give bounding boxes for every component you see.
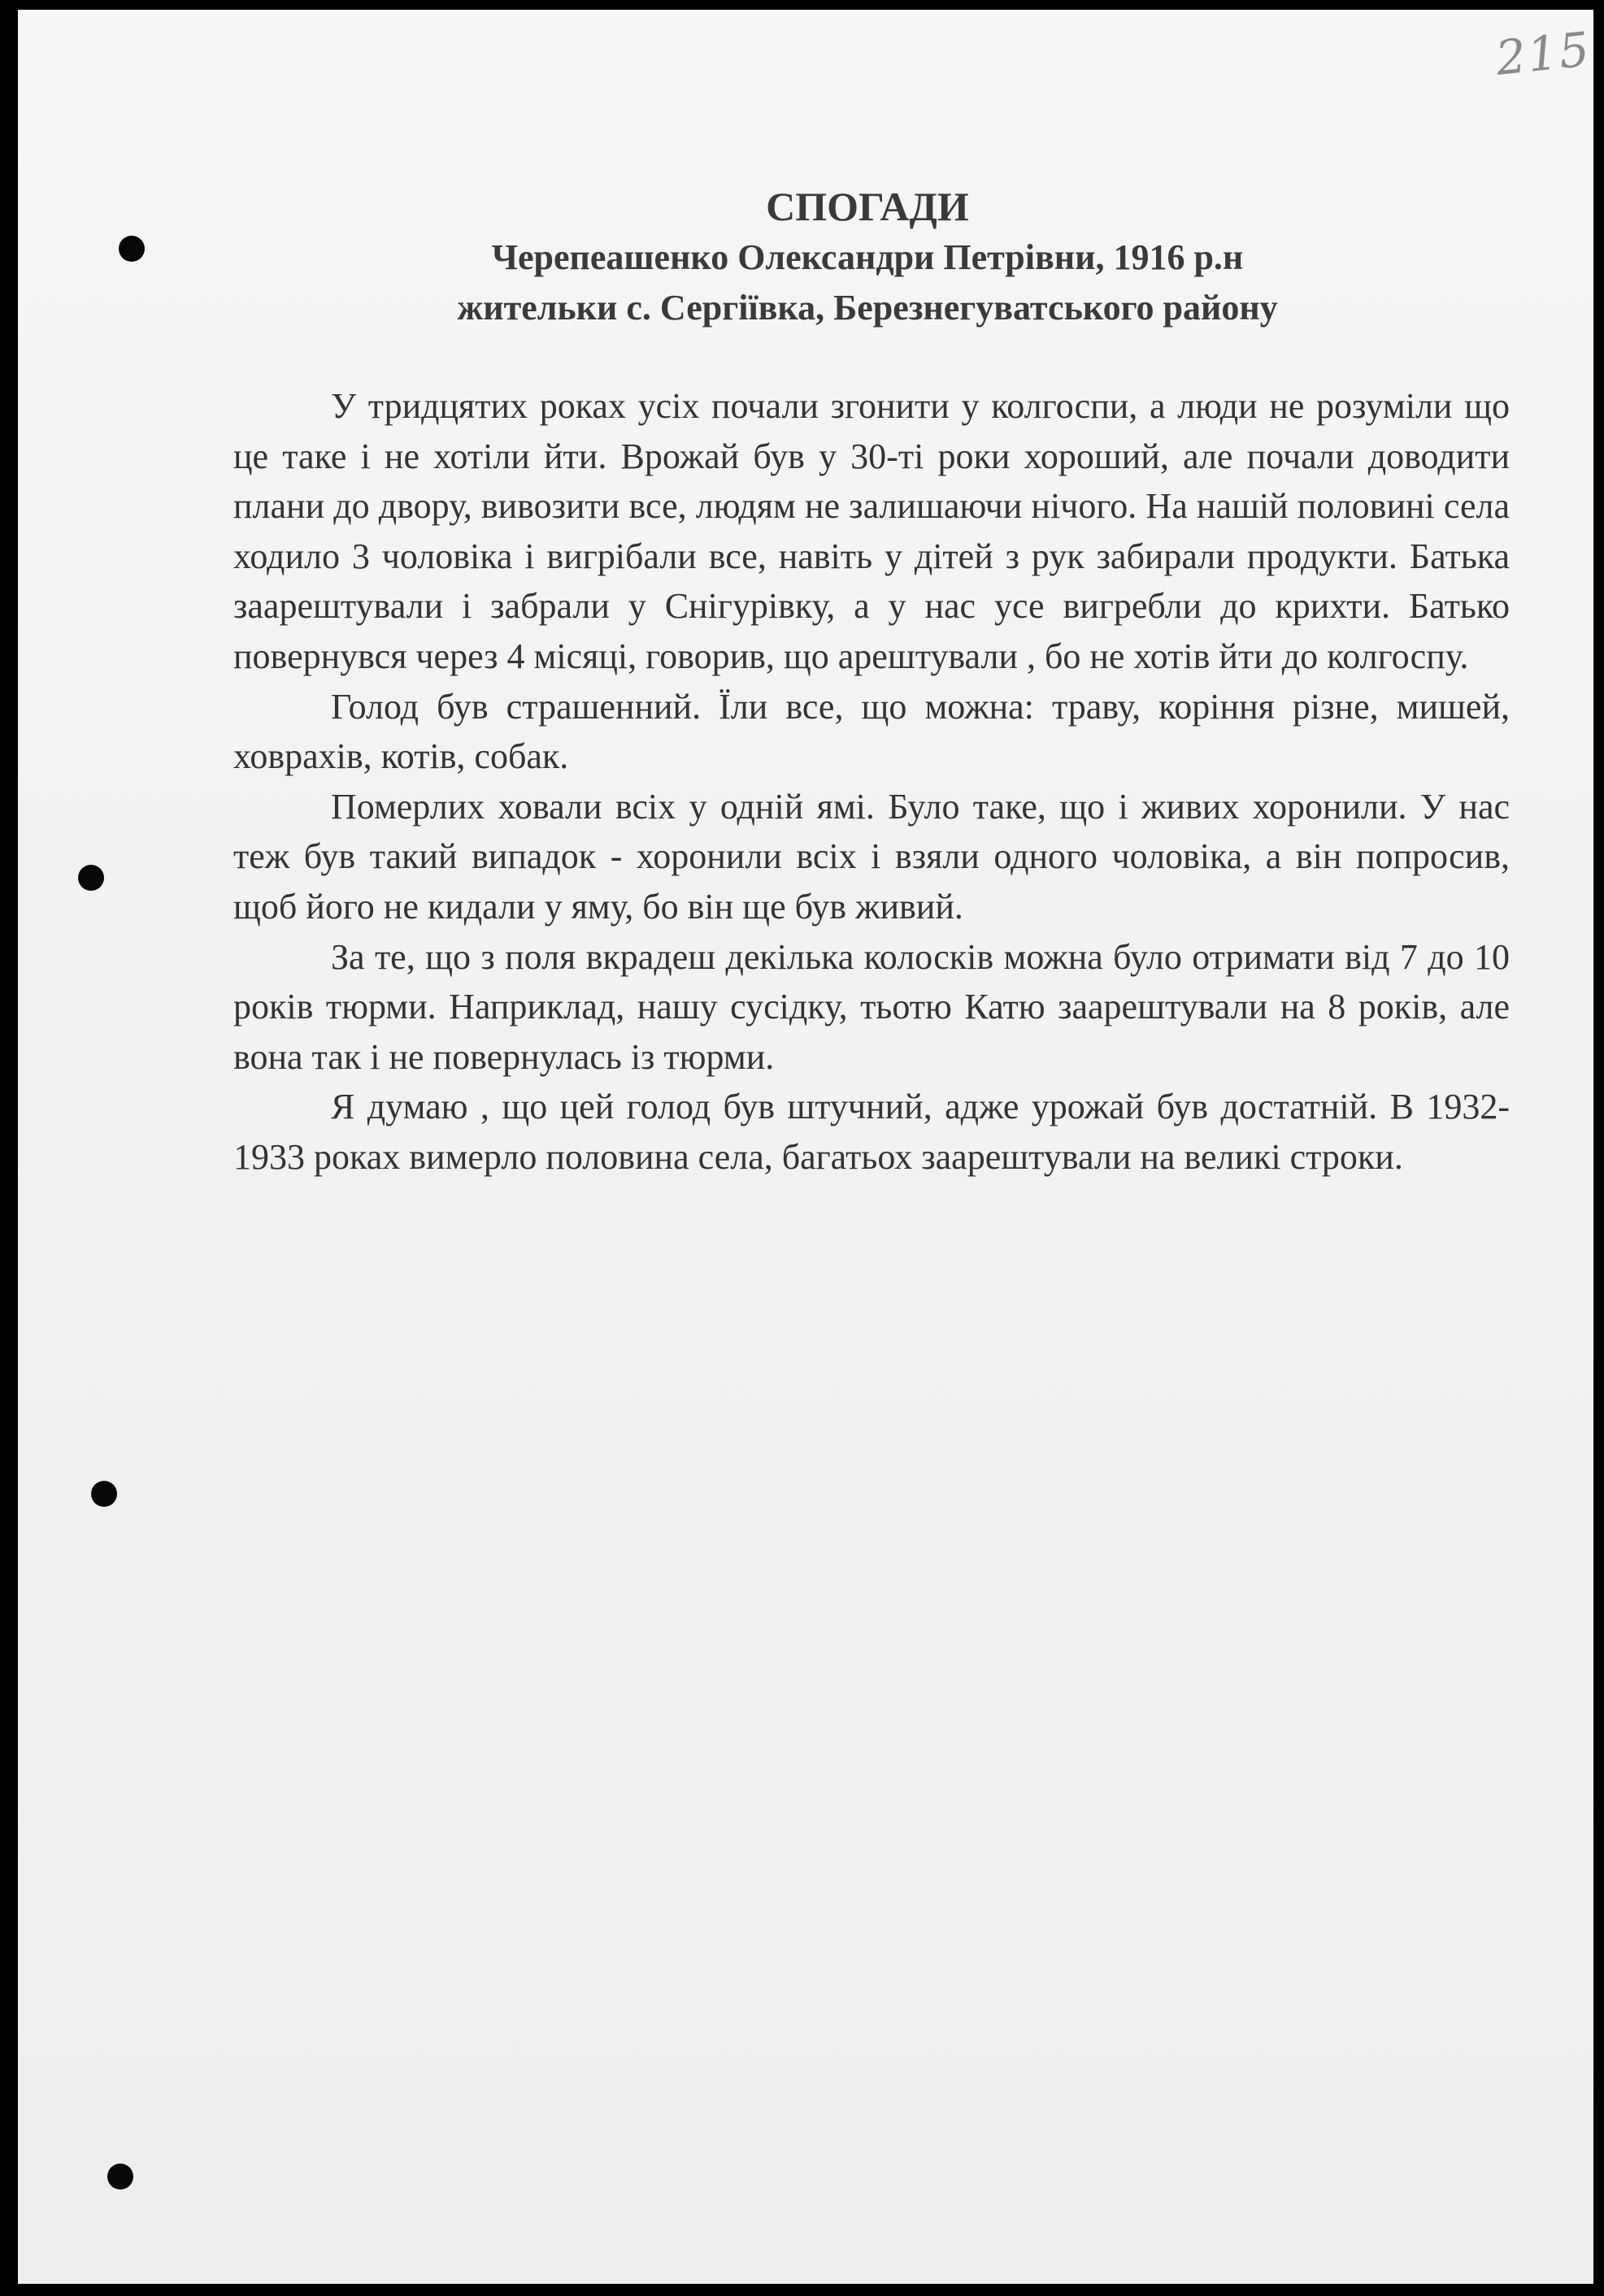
handwritten-page-number: 215	[1493, 21, 1593, 86]
document-title: СПОГАДИ	[766, 184, 969, 229]
binder-hole	[91, 1481, 117, 1507]
document-body	[233, 381, 1510, 1183]
document-header	[18, 180, 1593, 333]
paragraph: У тридцятих роках усіх почали згонити у колгоспи, а люди не розуміли що це таке і не хотіли йти. Врожай був у 30-ті роки хороший, але почали доводити плани до двору, вивозити все, людям не залишаючи нічого. На нашій половині села ходило 3 чоловіка і вигрібали все, навіть у дітей з рук забирали продукти. Батька заарештували і забрали у Снігурівку, а у нас усе вигребли до крихти. Батько повернувся через 4 місяці, говорив, що арештували , бо не хотів йти до колгоспу.	[233, 386, 1510, 676]
paragraph: Померлих ховали всіх у одній ямі. Було таке, що і живих хоронили. У нас теж був такий випадок - хоронили всіх і взяли одного чоловіка, а він попросив, щоб його не кидали у яму, бо він ще був живий.	[233, 786, 1510, 927]
binder-hole	[107, 2164, 133, 2190]
paragraph: Я думаю , що цей голод був штучний, адже урожай був достатній. В 1932-1933 роках вимерло половина села, багатьох заарештували на великі строки.	[233, 1087, 1510, 1177]
document-subtitle-line1: Черепеашенко Олександри Петрівни, 1916 р.н	[491, 237, 1244, 277]
binder-hole	[78, 865, 104, 891]
document-subtitle-line2: жительки с. Сергіївка, Березнегуватського району	[457, 288, 1278, 328]
document-page	[18, 10, 1593, 2284]
paragraph: Голод був страшенний. Їли все, що можна: траву, коріння різне, мишей, ховрахів, котів, собак.	[233, 686, 1510, 777]
paragraph: За те, що з поля вкрадеш декілька колосків можна було отримати від 7 до 10 років тюрми. Наприклад, нашу сусідку, тьотю Катю заарештували на 8 років, але вона так і не повернулась із тюрми.	[233, 936, 1510, 1077]
